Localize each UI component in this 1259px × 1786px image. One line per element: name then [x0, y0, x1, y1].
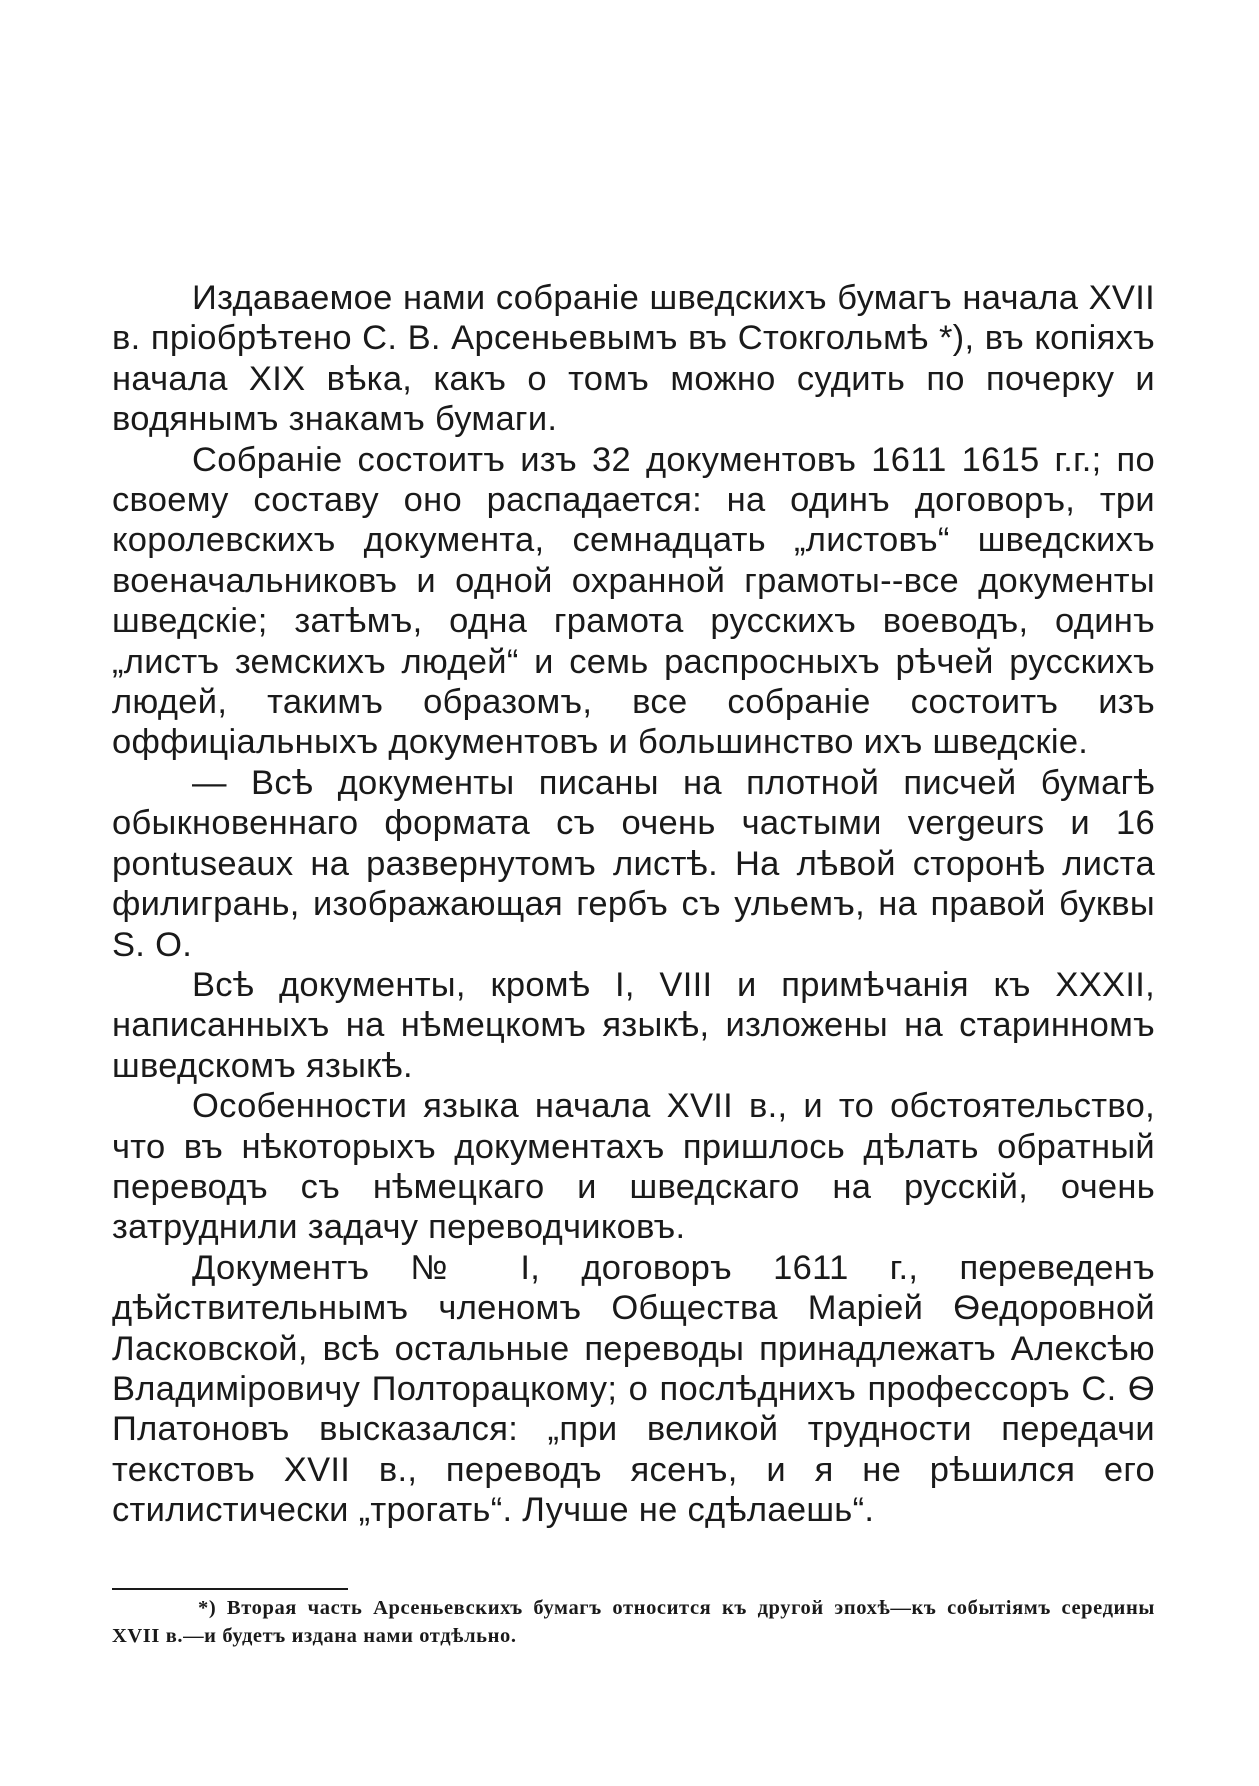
main-text — [112, 278, 1155, 1531]
paragraph: Документъ № I, договоръ 1611 г., переведенъ дѣйствительнымъ членомъ Общества Маріей Ѳедоровной Ласковской, всѣ остальные переводы принадлежатъ Алексѣю Владиміровичу Полторацкому; о послѣднихъ профессоръ С. Ѳ Платоновъ высказался: „при великой трудности передачи текстовъ XVII в., переводъ ясенъ, и я не рѣшился его стилистически „трогать“. Лучше не сдѣлаешь“. — [112, 1248, 1155, 1530]
paragraph: Издаваемое нами собраніе шведскихъ бумагъ начала XVII в. пріобрѣтено С. В. Арсеньевымъ въ Стокгольмѣ *), въ копіяхъ начала XIX вѣка, какъ о томъ можно судить по почерку и водянымъ знакамъ бумаги. — [112, 279, 1155, 439]
footnote-divider — [112, 1588, 348, 1590]
paragraph: Особенности языка начала XVII в., и то обстоятельство, что въ нѣкоторыхъ документахъ пришлось дѣлать обратный переводъ съ нѣмецкаго и шведскаго на русскій, очень затруднили задачу переводчиковъ. — [112, 1087, 1155, 1247]
paragraph: — Всѣ документы писаны на плотной писчей бумагѣ обыкновеннаго формата съ очень частыми vergeurs и 16 pontuseaux на развернутомъ листѣ. На лѣвой сторонѣ листа филигрань, изображающая гербъ съ ульемъ, на правой буквы S. O. — [112, 763, 1155, 964]
footnote: *) Вторая часть Арсеньевскихъ бумагъ относится къ другой эпохѣ—къ событіямъ середины XVII в.—и будетъ издана нами отдѣльно. — [112, 1597, 1155, 1647]
paragraph: Собраніе состоитъ изъ 32 документовъ 1611 1615 г.г.; по своему составу оно распадается: на одинъ договоръ, три королевскихъ документа, семнадцать „листовъ“ шведскихъ военачальниковъ и одной охранной грамоты--все документы шведскіе; затѣмъ, одна грамота русскихъ воеводъ, одинъ „листъ земскихъ людей“ и семь распросныхъ рѣчей русскихъ людей, такимъ образомъ, все собраніе состоитъ изъ оффиціальныхъ документовъ и большинство ихъ шведскіе. — [112, 440, 1155, 762]
paragraph: Всѣ документы, кромѣ I, VIII и примѣчанія къ XXXII, написанныхъ на нѣмецкомъ языкѣ, изложены на старинномъ шведскомъ языкѣ. — [112, 965, 1155, 1085]
